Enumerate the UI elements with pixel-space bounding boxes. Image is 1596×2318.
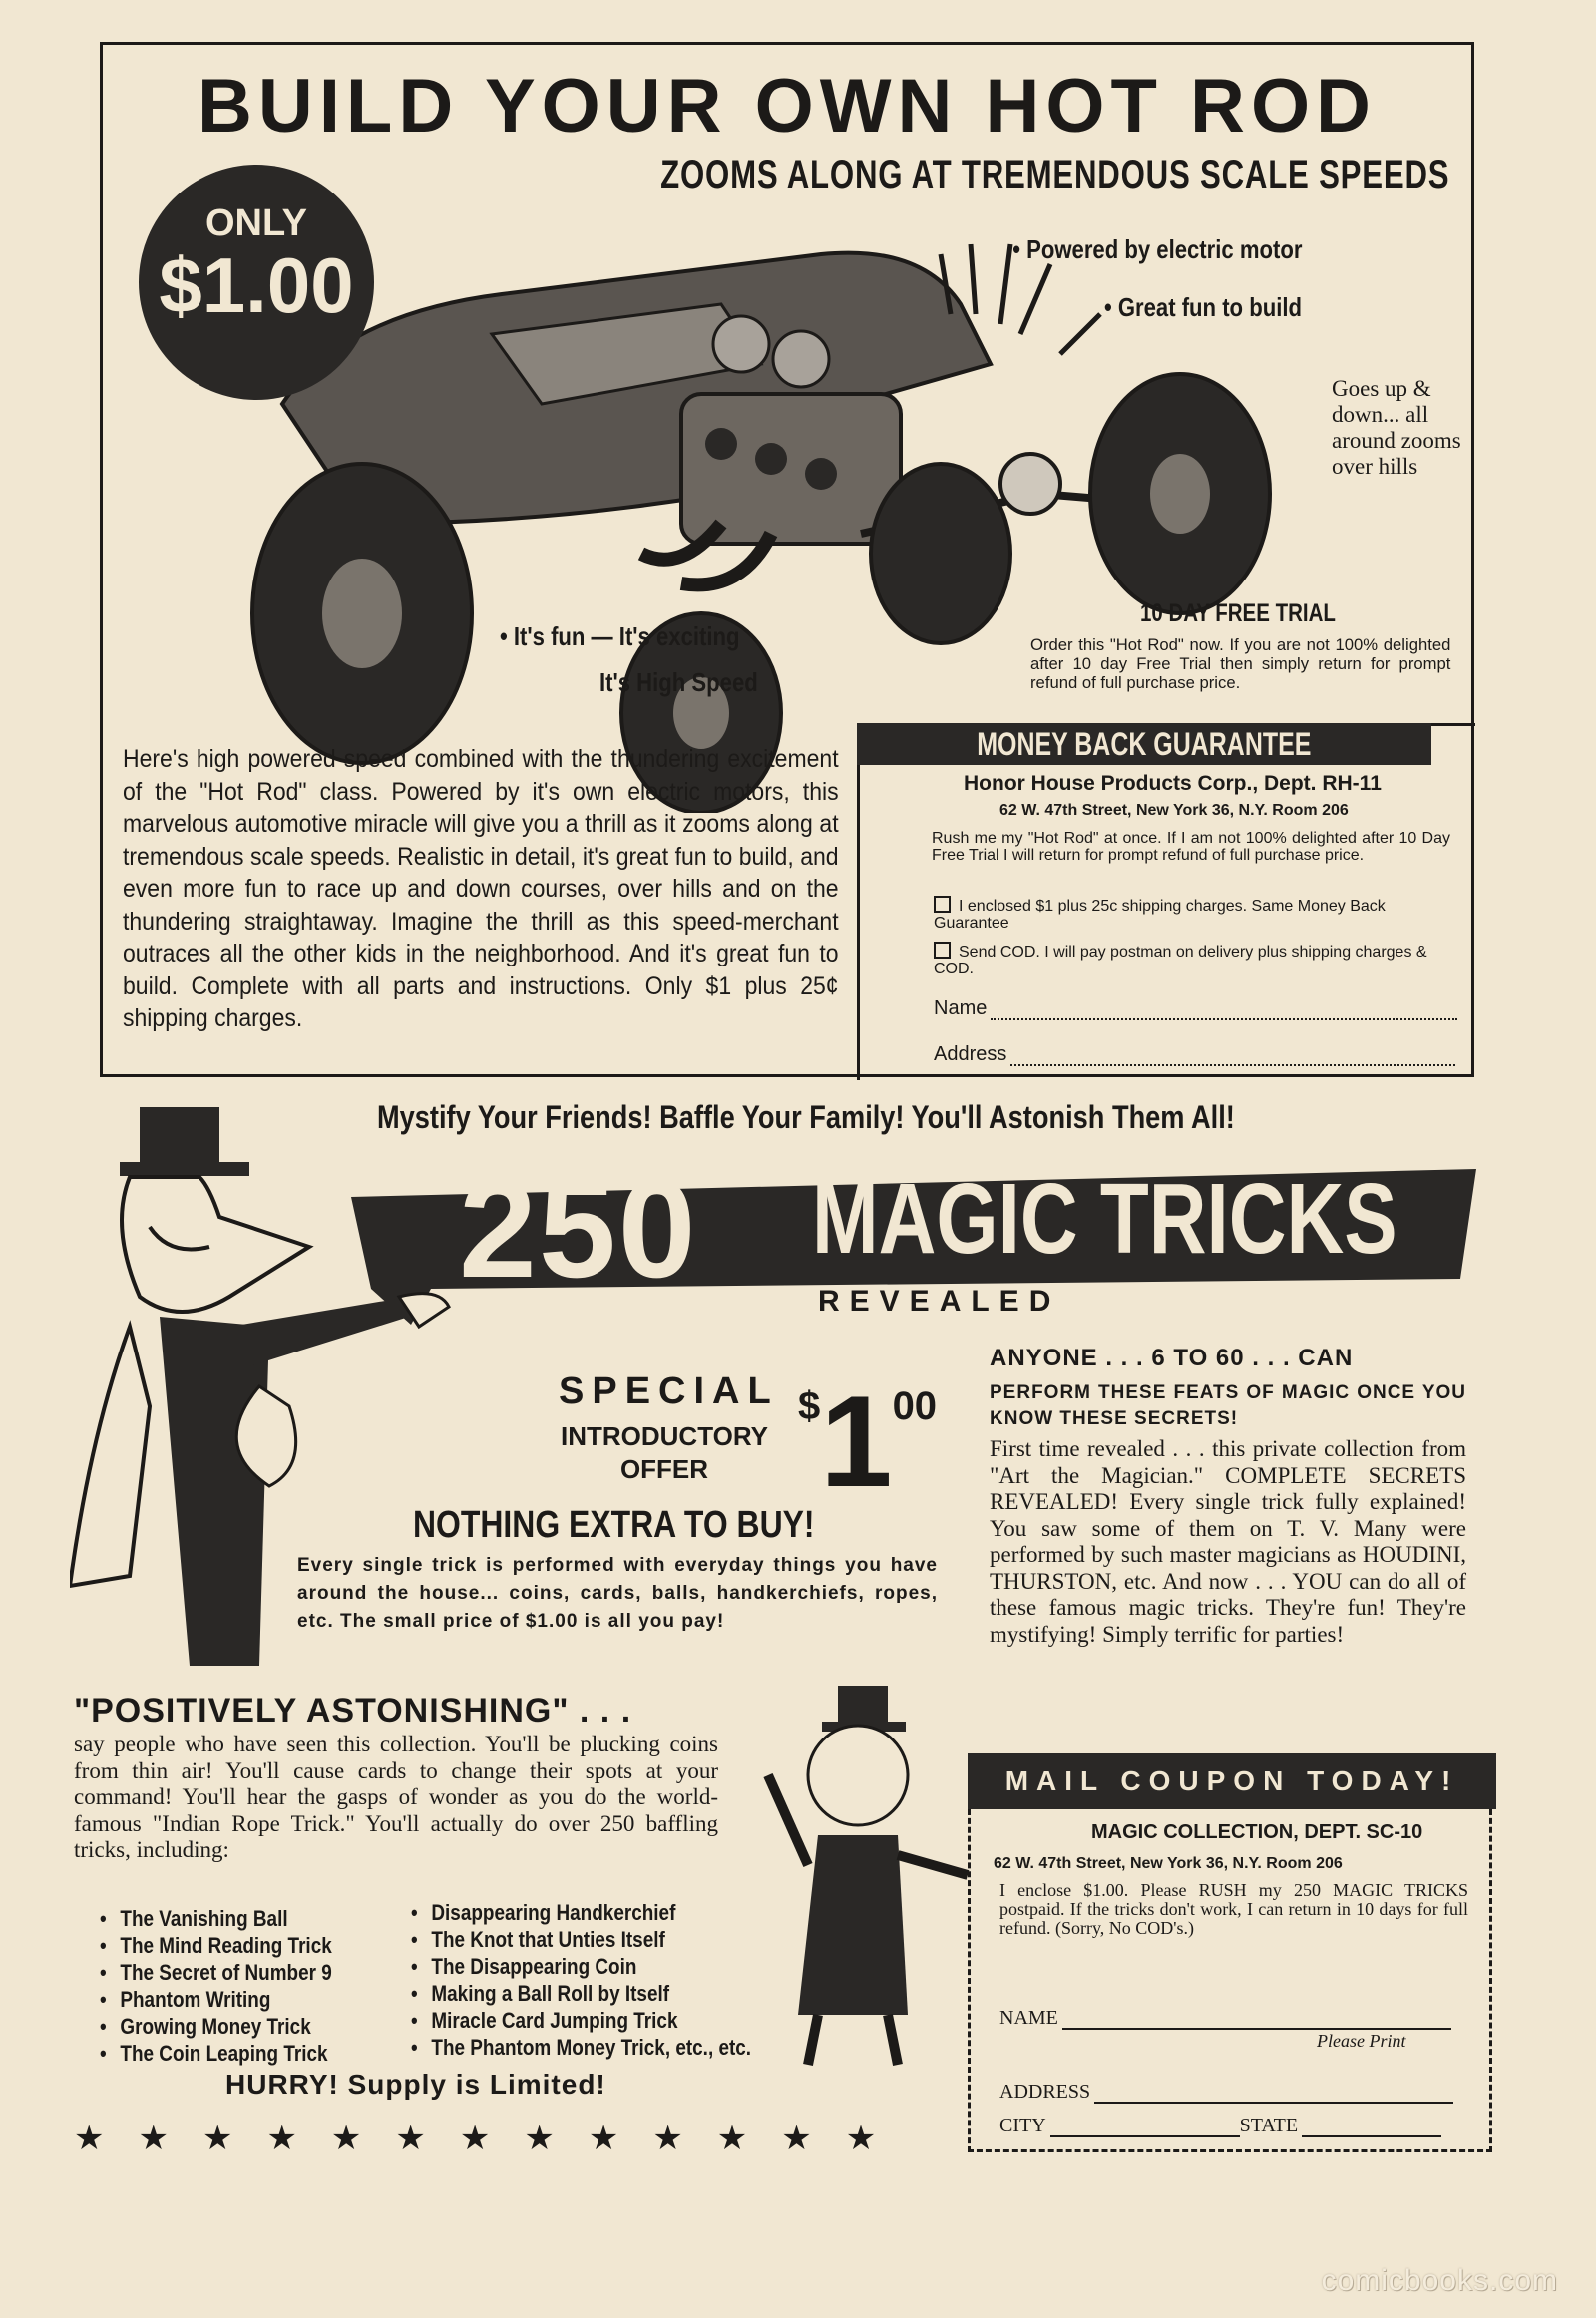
banner-number: 250 — [459, 1150, 698, 1307]
list-item: • The Disappearing Coin — [411, 1953, 751, 1980]
company-address: 62 W. 47th Street, New York 36, N.Y. Room 206 — [999, 802, 1349, 819]
feature-fun-exciting: • It's fun — It's exciting — [500, 621, 740, 651]
tricks-list-left — [100, 1905, 332, 2067]
nothing-extra-heading: NOTHING EXTRA TO BUY! — [413, 1504, 815, 1546]
list-item: • The Secret of Number 9 — [100, 1959, 332, 1986]
magic-address-field[interactable]: ADDRESS — [999, 2081, 1453, 2104]
list-item: • Making a Ball Roll by Itself — [411, 1980, 751, 2007]
offer-price: $^{\$}1^{00}$ — [798, 1368, 938, 1514]
special-label: SPECIAL — [559, 1370, 779, 1412]
hurry-text: HURRY! Supply is Limited! — [225, 2069, 606, 2100]
free-trial-heading: 10 DAY FREE TRIAL — [1140, 599, 1336, 627]
price-badge — [139, 165, 374, 400]
feature-fun-to-build: • Great fun to build — [1103, 292, 1302, 322]
option-cod[interactable]: Send COD. I will pay postman on delivery plus shipping charges & COD. — [934, 944, 1427, 977]
site-watermark: comicbooks.com — [1321, 2264, 1558, 2297]
list-item: • Phantom Writing — [100, 1986, 332, 2013]
rush-order-text: Rush me my "Hot Rod" at once. If I am not 100% delighted after 10 Day Free Trial I will return for prompt refund of full purchase price. — [932, 830, 1450, 864]
magic-tagline: Mystify Your Friends! Baffle Your Family! You'll Astonish Them All! — [377, 1099, 1235, 1135]
star-row: ★★★★★★★★★★★★★ — [74, 2120, 911, 2157]
please-print-note: Please Print — [1317, 2031, 1406, 2051]
magic-dept: MAGIC COLLECTION, DEPT. SC-10 — [1091, 1821, 1423, 1843]
positively-astonishing-heading: "POSITIVELY ASTONISHING" . . . — [74, 1692, 632, 1730]
address-field[interactable]: Address — [934, 1043, 1455, 1066]
hot-rod-ad — [100, 42, 1474, 1077]
money-back-guarantee-banner: MONEY BACK GUARANTEE — [857, 723, 1431, 765]
say-people-text: say people who have seen this collection. You'll be plucking coins from thin air! You'll cause cards to change their spots at your command! You'll hear the gasps of wonder as you do the world-famous "Indian Rope Trick." You'll actually do over 250 baffling tricks, including: — [74, 1732, 718, 1862]
anyone-heading: ANYONE . . . 6 TO 60 . . . CAN — [990, 1345, 1354, 1371]
first-time-text: First time revealed . . . this private collection from "Art the Magician." COMPLETE SECRETS REVEALED! Every single trick fully explained! You saw some of them on T. V. Many were performed by such master magicians as HOUDINI, THURSTON, etc. And now . . . YOU can do all of these famous magic tricks. They're fun! They're mystifying! Simply terrific for parties! — [990, 1436, 1466, 1647]
prepaid-checkbox[interactable] — [934, 896, 951, 913]
banner-title: MAGIC TRICKS — [812, 1163, 1397, 1275]
hot-rod-title: BUILD YOUR OWN HOT ROD — [198, 64, 1377, 149]
magic-name-field[interactable]: NAME — [999, 2007, 1451, 2030]
list-item: • Miracle Card Jumping Trick — [411, 2007, 751, 2034]
hot-rod-subtitle: ZOOMS ALONG AT TREMENDOUS SCALE SPEEDS — [659, 153, 1449, 196]
magic-order-text: I enclose $1.00. Please RUSH my 250 MAGIC TRICKS postpaid. If the tricks don't work, I can return in 10 days for full refund. (Sorry, No COD's.) — [999, 1880, 1468, 1938]
magic-coupon — [968, 1753, 1496, 2156]
list-item: • Growing Money Trick — [100, 2013, 332, 2040]
small-magician-illustration — [758, 1686, 978, 2075]
free-trial-text: Order this "Hot Rod" now. If you are not 100% delighted after 10 day Free Trial then simply return for prompt refund of full purchase price. — [1030, 635, 1451, 692]
list-item: • The Coin Leaping Trick — [100, 2040, 332, 2067]
cod-checkbox[interactable] — [934, 942, 951, 959]
hot-rod-description: Here's high powered speed combined with the thundering excitement of the "Hot Rod" class. Powered by it's own electric motors, this marvelous automotive miracle will give you a thrill as it zooms along at tremendous scale speeds. Realistic in detail, it's great fun to build, and even more fun to race up and down courses, over hills and on the thundering straightaway. Imagine the thrill as this speed-merchant outraces all the other kids in the neighborhood. And it's great fun to build. Complete with all parts and instructions. Only $1 plus 25¢ shipping charges. — [123, 745, 839, 1032]
list-item: • The Knot that Unties Itself — [411, 1926, 751, 1953]
feature-electric-motor: • Powered by electric motor — [1011, 234, 1302, 264]
name-field[interactable]: Name — [934, 997, 1457, 1020]
introductory-offer-label: INTRODUCTORY OFFER — [561, 1421, 768, 1484]
price-amount: $1.00 — [159, 241, 354, 329]
list-item: • Disappearing Handkerchief — [411, 1899, 751, 1926]
mail-coupon-heading: MAIL COUPON TODAY! — [968, 1753, 1496, 1809]
feature-goes-up-down: Goes up & down... all around zooms over hills — [1332, 376, 1461, 479]
every-trick-text: Every single trick is performed with everyday things you have around the house... coins, cards, balls, handkerchiefs, ropes, etc. The small price of $1.00 is all you pay! — [297, 1555, 938, 1632]
feature-high-speed: It's High Speed — [599, 667, 758, 697]
list-item: • The Phantom Money Trick, etc., etc. — [411, 2034, 751, 2061]
price-only-label: ONLY — [204, 202, 308, 244]
list-item: • The Mind Reading Trick — [100, 1932, 332, 1959]
option-prepaid[interactable]: I enclosed $1 plus 25c shipping charges. Same Money Back Guarantee — [934, 898, 1386, 932]
banner-revealed: REVEALED — [818, 1285, 1061, 1318]
list-item: • The Vanishing Ball — [100, 1905, 332, 1932]
magic-city-state-field[interactable]: CITY STATE — [999, 2115, 1441, 2137]
magic-address: 62 W. 47th Street, New York 36, N.Y. Room 206 — [994, 1855, 1343, 1872]
perform-heading: PERFORM THESE FEATS OF MAGIC ONCE YOU KNOW THESE SECRETS! — [990, 1382, 1466, 1429]
hot-rod-coupon — [857, 723, 1475, 1080]
company-name: Honor House Products Corp., Dept. RH-11 — [964, 772, 1382, 795]
tricks-list-right — [411, 1899, 751, 2061]
